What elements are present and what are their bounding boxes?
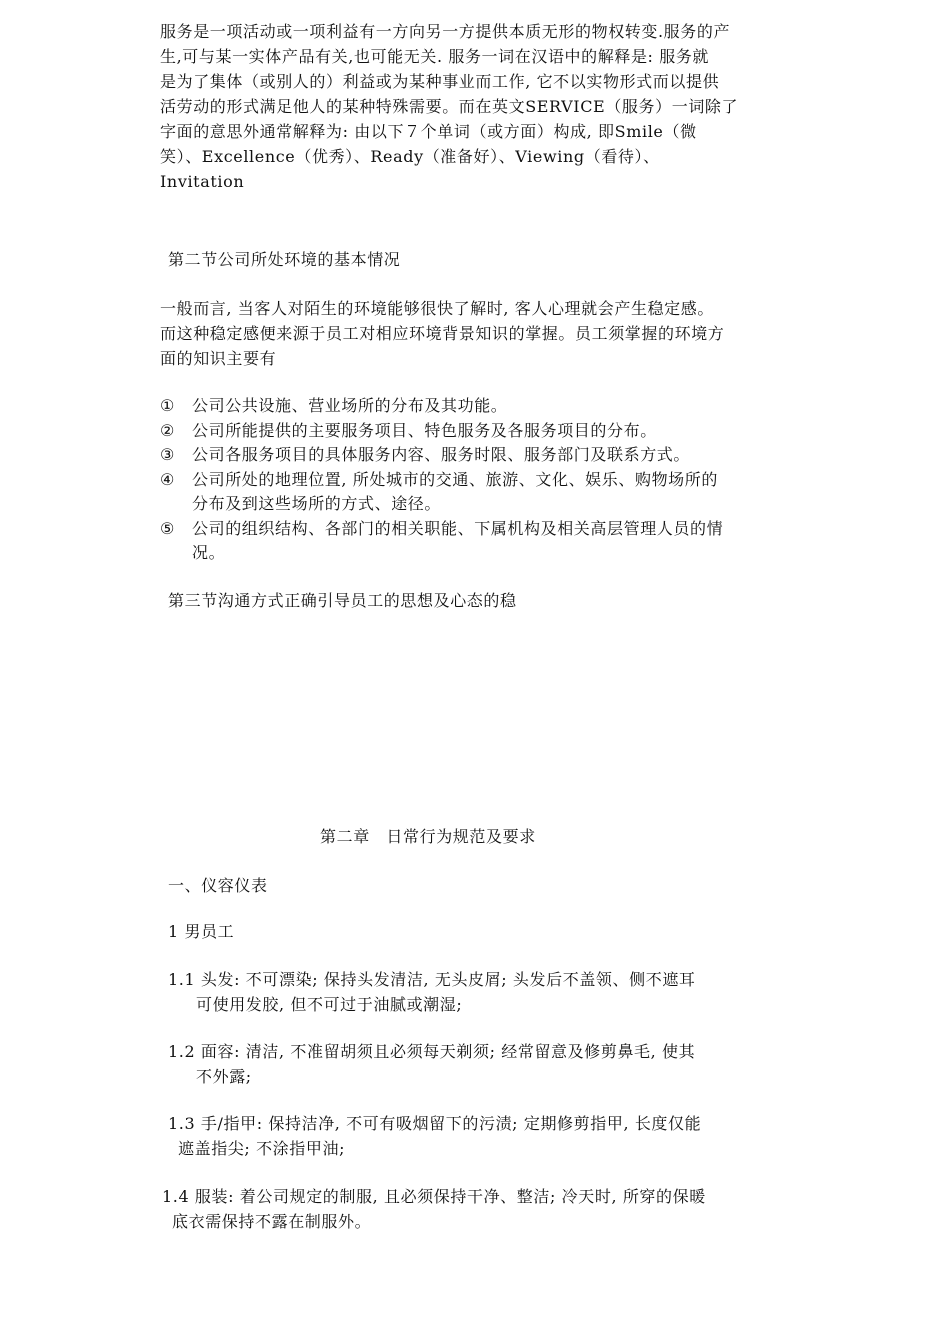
list-item	[160, 517, 825, 566]
rule-line: 1.3 手/指甲: 保持洁净, 不可有吸烟留下的污渍; 定期修剪指甲, 长度仅能	[168, 1114, 702, 1133]
intro-line: 生,可与某一实体产品有关,也可能无关. 服务一词在汉语中的解释是: 服务就	[160, 47, 710, 66]
rule-line: 遮盖指尖; 不涂指甲油;	[178, 1139, 346, 1158]
item-text	[192, 419, 825, 444]
item-text-line: 公司各服务项目的具体服务内容、服务时限、服务部门及联系方式。	[192, 445, 691, 464]
list-item	[160, 419, 825, 444]
paragraph-line: 一般而言, 当客人对陌生的环境能够很快了解时, 客人心理就会产生稳定感。	[160, 299, 714, 318]
rule-line: 底衣需保持不露在制服外。	[172, 1212, 372, 1231]
rule-line: 1.4 服装: 着公司规定的制服, 且必须保持干净、整洁; 冷天时, 所穿的保暖	[162, 1187, 706, 1206]
item-number: ②	[160, 420, 175, 440]
rule-line: 可使用发胶, 但不可过于油腻或潮湿;	[196, 995, 463, 1014]
item-number: ⑤	[160, 518, 175, 538]
section-3-heading: 第三节沟通方式正确引导员工的思想及心态的稳	[168, 591, 517, 610]
item-text-line: 分布及到这些场所的方式、途径。	[192, 494, 442, 513]
paragraph-line: 而这种稳定感便来源于员工对相应环境背景知识的掌握。员工须掌握的环境方	[160, 324, 725, 343]
list-item	[160, 468, 825, 517]
environment-knowledge-list	[160, 394, 825, 566]
item-text	[192, 394, 825, 419]
intro-line: 字面的意思外通常解释为: 由以下７个单词（或方面）构成, 即Smile（微	[160, 122, 697, 141]
chapter-2-title: 第二章 日常行为规范及要求	[320, 827, 536, 846]
list-item	[160, 394, 825, 419]
intro-line: 服务是一项活动或一项利益有一方向另一方提供本质无形的物权转变.服务的产	[160, 22, 731, 41]
item-number: ①	[160, 396, 175, 415]
section-2-heading: 第二节公司所处环境的基本情况	[168, 250, 401, 269]
intro-line: 是为了集体（或别人的）利益或为某种事业而工作, 它不以实物形式而以提供	[160, 72, 720, 91]
intro-line: Invitation	[160, 172, 245, 191]
item-text	[192, 517, 825, 566]
item-text-line: 公司公共设施、营业场所的分布及其功能。	[192, 396, 508, 415]
item-number: ③	[160, 445, 175, 464]
item-text-line: 公司所能提供的主要服务项目、特色服务及各服务项目的分布。	[192, 420, 657, 440]
subheading-appearance: 一、仪容仪表	[168, 876, 268, 895]
intro-line: 活劳动的形式满足他人的某种特殊需要。而在英文SERVICE（服务）一词除了	[160, 97, 739, 116]
item-text	[192, 468, 825, 517]
paragraph-line: 面的知识主要有	[160, 349, 277, 368]
item-text-line: 公司所处的地理位置, 所处城市的交通、旅游、文化、娱乐、购物场所的	[192, 469, 718, 489]
rule-hair	[168, 967, 828, 1017]
rule-line: 1.2 面容: 清洁, 不准留胡须且必须每天剃须; 经常留意及修剪鼻毛, 使其	[168, 1042, 696, 1061]
environment-paragraph	[160, 296, 825, 371]
intro-line: 笑）、Excellence（优秀）、Ready（准备好）、Viewing（看待）、	[160, 147, 660, 166]
rule-face	[168, 1039, 828, 1089]
intro-paragraph	[160, 19, 825, 194]
item-number: ④	[160, 469, 175, 489]
item-text	[192, 443, 825, 468]
rule-line: 1.1 头发: 不可漂染; 保持头发清洁, 无头皮屑; 头发后不盖领、侧不遮耳	[168, 970, 696, 989]
list-item	[160, 443, 825, 468]
item-text-line: 公司的组织结构、各部门的相关职能、下属机构及相关高层管理人员的情	[192, 518, 724, 538]
rule-clothing	[162, 1184, 828, 1234]
rule-hands-nails	[168, 1111, 828, 1161]
subheading-male-staff: 1 男员工	[168, 922, 235, 941]
rule-line: 不外露;	[196, 1067, 252, 1086]
item-text-line: 况。	[192, 543, 226, 562]
